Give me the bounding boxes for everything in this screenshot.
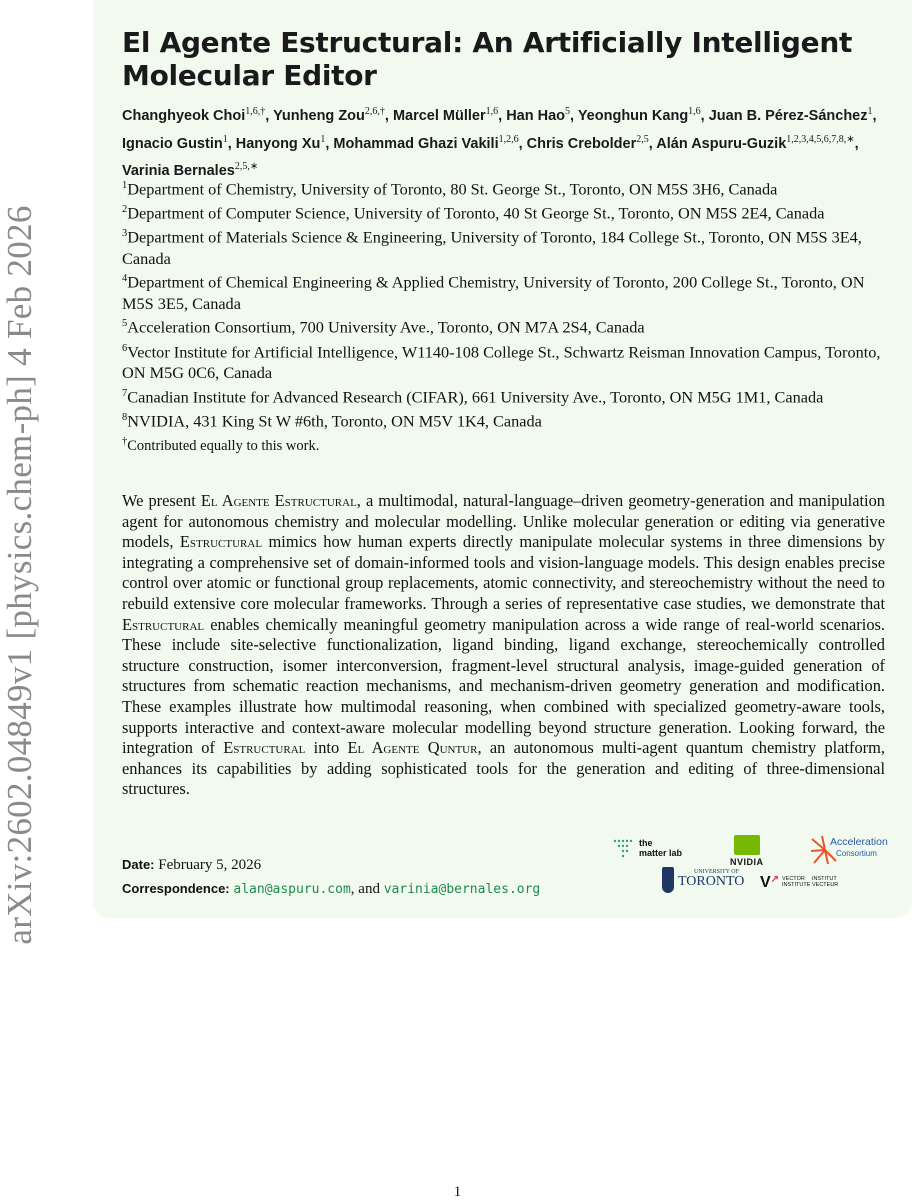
affiliation-number: 2 — [122, 204, 128, 216]
vector-v-icon: V↗ — [760, 874, 780, 891]
author-affiliation-marks: 2,5,∗ — [234, 161, 259, 173]
abstract-text: We present — [122, 491, 201, 510]
author-affiliation-marks: 2,5 — [636, 133, 649, 145]
author-affiliation-marks: 2,6,† — [364, 106, 385, 117]
abstract-text: mimics how human experts directly manipulate molecular systems in three dimensions by integrating a comprehensive set of domain-informed tools and vision-language models. This design enables precise control over atomic or functional group replacements, atomic connectivity, and stereochemistry without the need to rebuild extensive core molecular frameworks. Through a series of representative case studies, we demonstrate that — [122, 532, 885, 613]
logo-text: the — [639, 838, 653, 848]
author-affiliation-marks: 1,6 — [485, 106, 499, 117]
affiliation-number: 7 — [122, 387, 128, 399]
nvidia-logo — [730, 835, 764, 867]
author-name: Varinia Bernales — [122, 163, 235, 180]
agent-name: Estructural — [122, 614, 205, 634]
affiliation-text: Contributed equally to this work. — [127, 437, 320, 454]
affiliation-number: † — [122, 436, 128, 448]
affiliation-number: 4 — [122, 273, 128, 285]
matter-lab-logo — [613, 838, 683, 865]
page-number: 1 — [453, 1184, 462, 1200]
logo-text: INSTITUTE — [782, 882, 811, 888]
author-affiliation-marks: 1 — [222, 133, 228, 145]
author-name: Han Hao — [506, 107, 566, 124]
agent-name: El Agente Estructural — [200, 491, 357, 510]
author — [122, 108, 265, 124]
author — [122, 133, 228, 152]
logo-text: INSTITUT — [812, 876, 837, 882]
acceleration-consortium-logo — [810, 835, 888, 870]
abstract — [122, 491, 885, 800]
nvidia-eye-icon — [734, 835, 760, 855]
agent-name: Estructural — [223, 738, 306, 758]
author — [273, 108, 385, 124]
author — [526, 133, 649, 152]
affiliation-number: 3 — [122, 228, 128, 240]
author-name: Juan B. Pérez-Sánchez — [708, 107, 868, 124]
paper-meta — [122, 853, 540, 901]
affiliation-number: 6 — [122, 342, 128, 354]
author — [393, 108, 498, 124]
affiliation-text: Vector Institute for Artificial Intelligence, W1140-108 College St., Schwartz Reisman Innovation Campus, Toronto, ON M5G 0C6, Canada — [122, 342, 881, 382]
affiliation — [122, 176, 892, 200]
affiliation — [122, 314, 892, 338]
affiliation-text: Acceleration Consortium, 700 University Ave., Toronto, ON M7A 2S4, Canada — [127, 317, 645, 337]
affiliation — [122, 269, 892, 314]
agent-name: El Agente Quntur — [347, 738, 478, 758]
abstract-text: into — [305, 738, 348, 758]
affiliation — [122, 224, 892, 269]
author — [235, 133, 326, 152]
logo-text: Acceleration — [830, 836, 888, 848]
author-name: Marcel Müller — [392, 107, 486, 124]
logo-text: UNIVERSITY OF — [694, 869, 739, 875]
crest-icon — [662, 867, 674, 893]
date: February 5, 2026 — [158, 857, 262, 873]
author — [578, 108, 701, 124]
abstract-text: , an autonomous multi-agent quantum chemistry platform, enhances its capabilities by adding sophisticated tools for the generation and editing of three-dimensional structures. — [122, 738, 885, 799]
author-affiliation-marks: 1,2,3,4,5,6,7,8,∗ — [786, 133, 855, 145]
abstract-text: , a multimodal, natural-language–driven geometry-generation and manipulation agent for autonomous chemistry and molecular modelling. Unlike molecular generation or editing via generative models, — [122, 491, 885, 552]
author-name: Yeonghun Kang — [577, 107, 689, 124]
author-name: Changhyeok Choi — [122, 107, 246, 124]
affiliation-text: Department of Materials Science & Engineering, University of Toronto, 184 College St., Toronto, ON M5S 3E4, Canada — [122, 227, 862, 268]
author-name: Mohammad Ghazi Vakili — [333, 135, 499, 152]
email-link[interactable]: alan@aspuru.com — [233, 882, 351, 897]
abstract-text: enables chemically meaningful geometry manipulation across a wide range of real-world scenarios. These include site-selective functionalization, ligand binding, ligand exchange, stereochemically controlled structure construction, isomer interconversion, fragment-level structural analysis, image-guided generation of structures from schematic reaction mechanisms, and mechanism-driven geometry generation and modification. These examples illustrate how multimodal reasoning, when combined with specialized geometry-aware tools, supports interactive and context-aware molecular modelling beyond structure generation. Looking forward, the integration of — [122, 614, 885, 758]
author-affiliation-marks: 1 — [867, 106, 873, 117]
affiliation — [122, 339, 892, 384]
author-name: Hanyong Xu — [235, 135, 321, 152]
matter-lab-dots-icon — [613, 838, 633, 860]
affiliation-text: Department of Computer Science, University of Toronto, 40 St George St., Toronto, ON M5S 2E4, Canada — [127, 203, 825, 223]
logo-text: VECTEUR — [812, 882, 839, 888]
author-affiliation-marks: 1,6 — [688, 106, 701, 117]
logo-text: VECTOR — [782, 876, 805, 882]
correspondence-label: Correspondence: — [122, 881, 230, 896]
affiliation-text: Canadian Institute for Advanced Research (CIFAR), 661 University Ave., Toronto, ON M5G 1M1, Canada — [127, 387, 824, 407]
affiliation — [122, 408, 892, 432]
logo-text: NVIDIA — [730, 857, 764, 867]
author-name: Ignacio Gustin — [122, 135, 223, 152]
agent-name: Estructural — [179, 532, 263, 552]
author-name: Alán Aspuru-Guzik — [656, 135, 787, 152]
author-affiliation-marks: 1,2,6 — [498, 133, 519, 145]
affiliation-number: 1 — [122, 180, 128, 191]
logo-text: Consortium — [836, 849, 877, 858]
affiliation-number: 5 — [122, 318, 128, 330]
author-name: Yunheng Zou — [273, 107, 365, 124]
affiliation — [122, 384, 892, 408]
paper-title: El Agente Estructural: An Artificially Intelligent Molecular Editor — [122, 26, 853, 92]
arxiv-stamp: arXiv:2602.04849v1 [physics.chem-ph] 4 Feb 2026 — [0, 205, 39, 945]
vector-institute-logo — [760, 874, 839, 892]
author-name: Chris Crebolder — [526, 135, 637, 152]
author — [506, 108, 570, 124]
logo-text: TORONTO — [678, 874, 745, 889]
author-list: Changhyeok Choi$^{1,6,\dagger}$, Yunheng Zou$^{2,6,\dagger}$, Marcel Müller$^{1,6}$, Han Hao$^5$, Yeonghun Kang$^{1,6}$, Juan B. Pérez-Sánchez$^1$, Ignacio Gustin$^1$, Hanyong Xu$^1$, Mohammad Ghazi Vakili$^{1,2,6}$, Chris Crebolder$^{2,5}$, Alán Aspuru-Guzik$^{1,2,3,4,5,6,7,8,∗}$, Varinia Bernales$^{2,5,∗}$ — [122, 106, 877, 180]
conjunction: , and — [350, 881, 384, 897]
author — [709, 108, 873, 124]
author-affiliation-marks: 1,6,† — [245, 106, 266, 117]
affiliation — [122, 200, 892, 224]
author — [333, 133, 519, 152]
email-link[interactable]: varinia@bernales.org — [383, 882, 541, 897]
affiliation-text: Department of Chemical Engineering & Applied Chemistry, University of Toronto, 200 College St., Toronto, ON M5S 3E5, Canada — [122, 272, 865, 313]
affiliation-number: 8 — [122, 411, 128, 423]
logo-text: matter lab — [639, 848, 683, 858]
date-label: Date: — [122, 857, 155, 872]
author-affiliation-marks: 5 — [565, 106, 571, 117]
affiliation-text: NVIDIA, 431 King St W #6th, Toronto, ON M5V 1K4, Canada — [127, 411, 542, 431]
affiliation-list — [122, 176, 892, 457]
author-affiliation-marks: 1 — [320, 133, 326, 145]
affiliation — [122, 432, 892, 457]
author — [656, 133, 855, 152]
affiliation-text: Department of Chemistry, University of Toronto, 80 St. George St., Toronto, ON M5S 3H6, Canada — [127, 179, 778, 199]
